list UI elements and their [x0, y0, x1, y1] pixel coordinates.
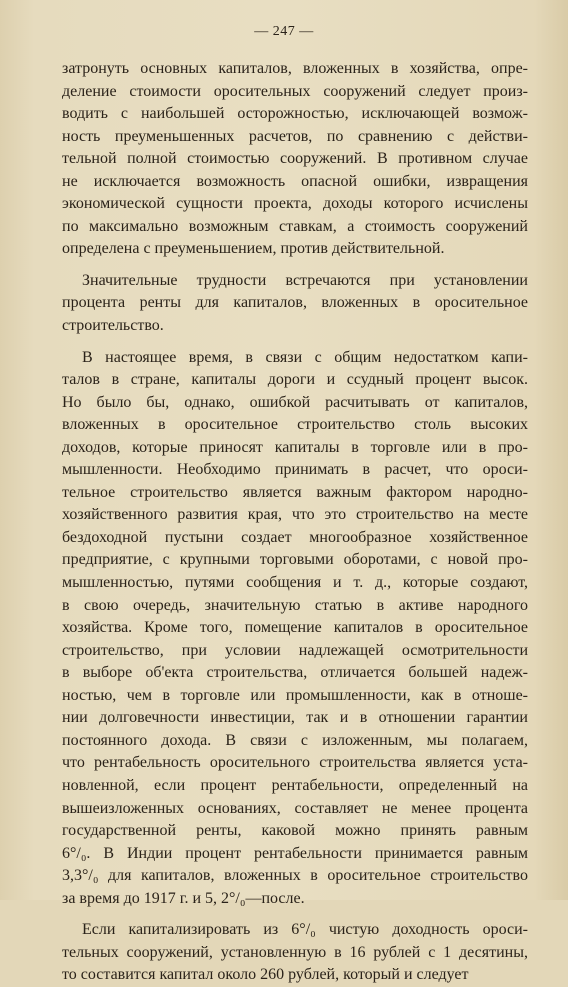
text-line: ность преуменьшенных расчетов, по сравнению с действи-: [62, 127, 528, 145]
paragraph: [62, 919, 528, 987]
text-line: определена с преуменьшением, против действительной.: [62, 240, 445, 258]
text-line: вышеизложенных основаниях, составляет не менее процента: [62, 799, 528, 817]
paragraph: [62, 270, 528, 338]
text-line: то составится капитал около 260 рублей, который и следует: [62, 966, 469, 984]
text-line: строительство, при условии надлежащей осмотрительности: [62, 641, 528, 659]
text-line: талов в стране, капиталы дороги и ссудный процент высок.: [62, 371, 528, 389]
paragraph-gap: [62, 338, 528, 347]
text-line: хозяйственного развития края, что это строительство на месте: [62, 506, 528, 524]
text-line: по максимально возможным ставкам, а стоимость сооружений: [62, 217, 528, 235]
paragraph: [62, 347, 528, 911]
paragraph: [62, 58, 528, 261]
text-line: мышленностью, путями сообщения и т. д., которые создают,: [62, 574, 528, 592]
text-line: не исключается возможность опасной ошибки, извращения: [62, 172, 528, 190]
text-line: новленной, если процент рентабельности, определенный на: [62, 776, 528, 794]
text-line: мышленности. Необходимо принимать в расчет, что ороси-: [62, 461, 528, 479]
text-line: экономической сущности проекта, доходы которого исчислены: [62, 195, 528, 213]
text-line: тельных сооружений, установленную в 16 рублей с 1 десятины,: [62, 943, 528, 961]
text-line: вложенных в оросительное строительство столь высоких: [62, 416, 528, 434]
text-line: постоянного дохода. В связи с изложенным, мы полагаем,: [62, 731, 528, 749]
page-body-text: [62, 58, 528, 987]
text-line: 3,3°/₀ для капиталов, вложенных в оросительное строительство: [62, 867, 528, 885]
paragraph-gap: [62, 261, 528, 270]
text-line: в выборе об'екта строительства, отличается большей надеж-: [62, 664, 528, 682]
text-line: тельное строительство является важным фактором народно-: [62, 483, 528, 501]
text-line: Но было бы, однако, ошибкой расчитывать от капиталов,: [62, 393, 528, 411]
text-line: процента ренты для капиталов, вложенных в оросительное: [62, 294, 528, 312]
text-line: государственной ренты, каковой можно принять равным: [62, 822, 528, 840]
text-line: ностью, чем в торговле или промышленности, как в отноше-: [62, 686, 528, 704]
text-line: Если капитализировать из 6°/₀ чистую доходность ороси-: [82, 921, 528, 939]
text-line: бездоходной пустыни создает многообразное хозяйственное: [62, 528, 528, 546]
text-line: в свою очередь, значительную статью в активе народного: [62, 596, 528, 614]
text-line: деление стоимости оросительных сооружений следует произ-: [62, 82, 528, 100]
text-line: 6°/₀. В Индии процент рентабельности принимается равным: [62, 844, 528, 862]
text-line: предприятие, с крупными торговыми оборотами, с новой про-: [62, 551, 528, 569]
text-line: тельной полной стоимостью сооружений. В противном случае: [62, 150, 528, 168]
text-line: строительство.: [62, 317, 164, 335]
text-line: водить с наибольшей осторожностью, исключающей возмож-: [62, 105, 528, 123]
page-number: — 247 —: [254, 24, 314, 39]
text-line: хозяйства. Кроме того, помещение капиталов в оросительное: [62, 619, 528, 637]
text-line: В настоящее время, в связи с общим недостатком капи-: [82, 348, 528, 366]
text-line: нии долговечности инвестиции, так и в отношении гарантии: [62, 709, 528, 727]
text-line: за время до 1917 г. и 5, 2°/₀—после.: [62, 889, 305, 907]
text-line: затронуть основных капиталов, вложенных в хозяйства, опре-: [62, 60, 528, 77]
paragraph-gap: [62, 910, 528, 919]
text-line: доходов, которые приносят капиталы в торговле или в про-: [62, 438, 528, 456]
text-line: что рентабельность оросительного строительства является уста-: [62, 754, 528, 772]
text-line: Значительные трудности встречаются при установлении: [82, 271, 528, 289]
